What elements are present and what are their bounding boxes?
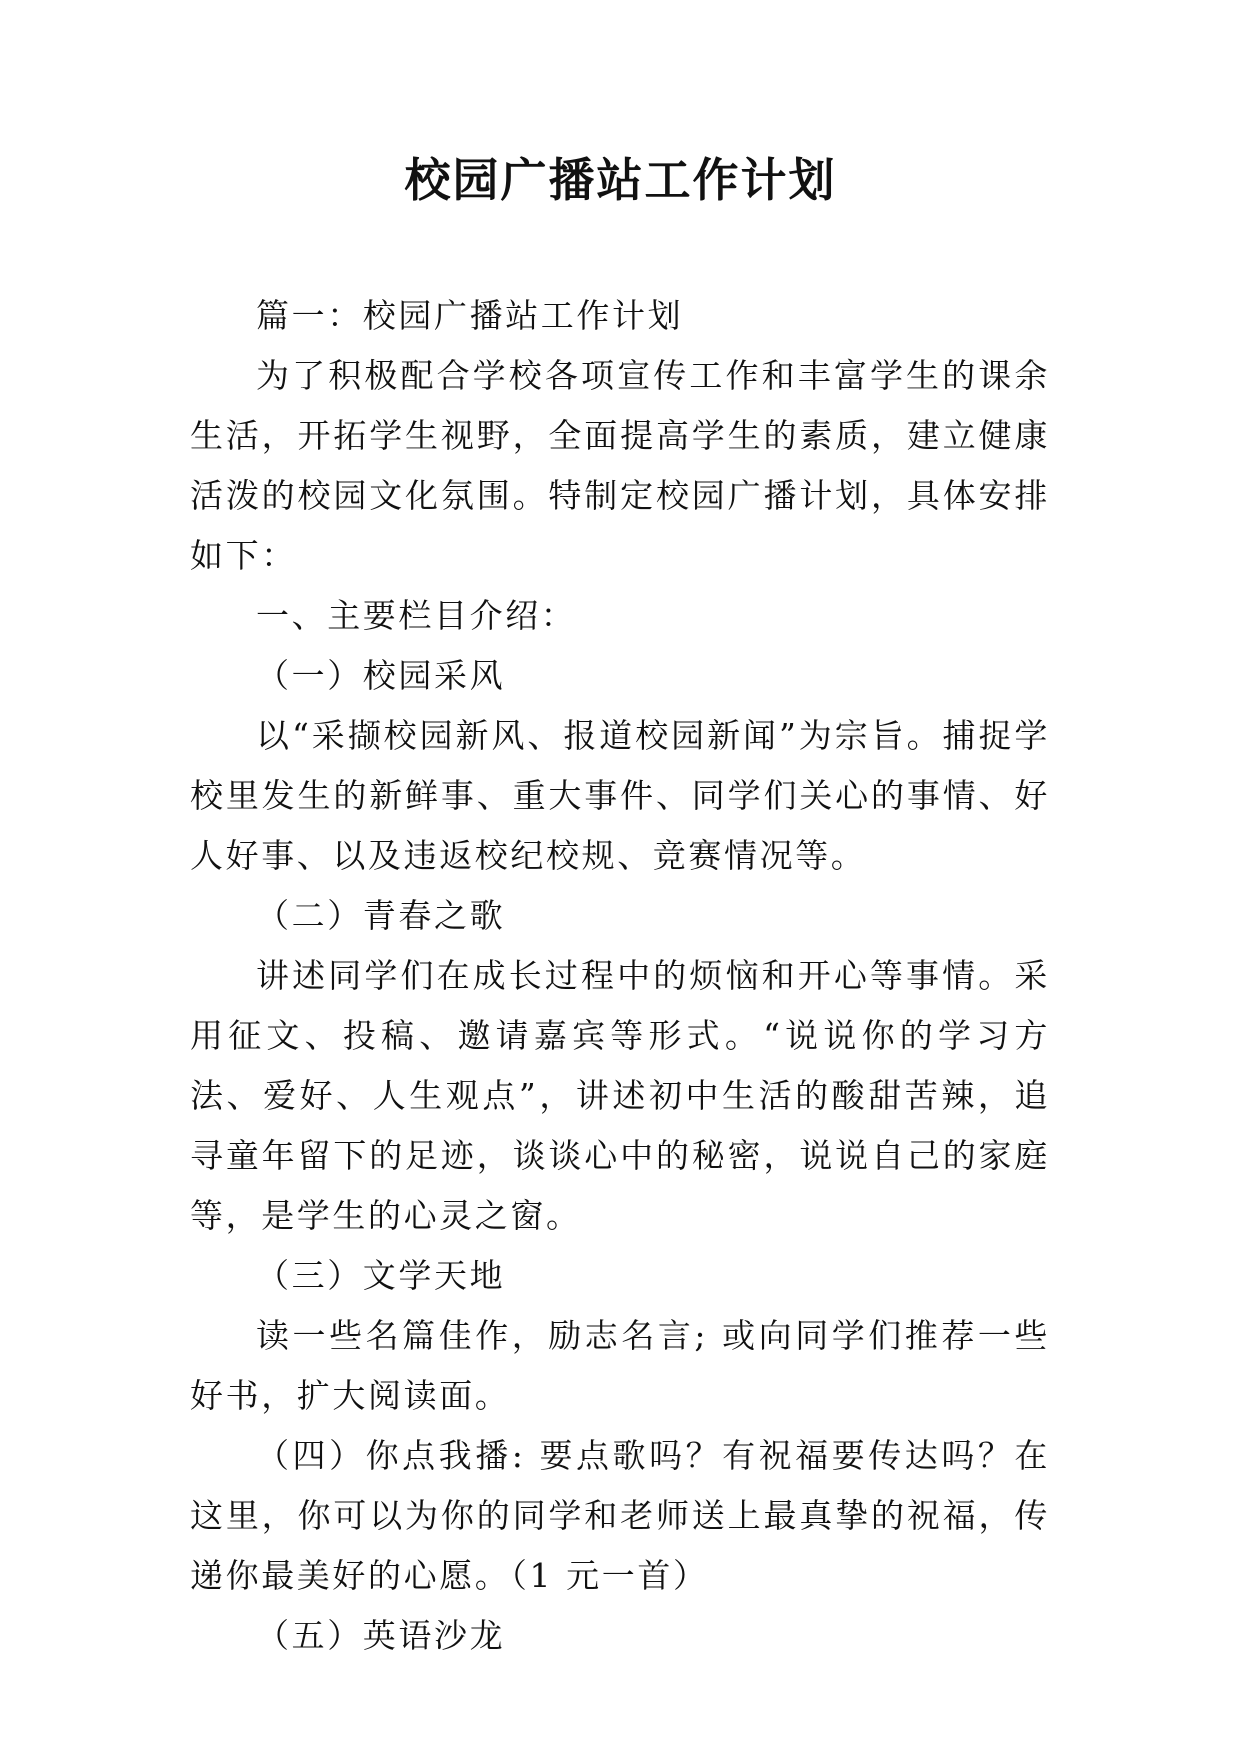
paragraph-column-5-heading: （五）英语沙龙: [256, 1616, 506, 1655]
paragraph-column-4-text: （四）你点我播: 要点歌吗？有祝福要传达吗？在这里，你可以为你的同学和老师送上最真挚的祝福，传递你最美好的心愿。（1 元一首）: [190, 1436, 1050, 1595]
paragraph-column-2-heading: （二）青春之歌: [256, 896, 506, 935]
paragraph-column-1-text: 以“采撷校园新风、报道校园新闻”为宗旨。捕捉学校里发生的新鲜事、重大事件、同学们关心的事情、好人好事、以及违返校纪校规、竞赛情况等。: [190, 716, 1050, 875]
paragraph-section-heading: 篇一：校园广播站工作计划: [256, 296, 684, 335]
paragraph-intro: 为了积极配合学校各项宣传工作和丰富学生的课余生活，开拓学生视野，全面提高学生的素质，建立健康活泼的校园文化氛围。特制定校园广播计划，具体安排如下：: [190, 356, 1050, 575]
document-body: [190, 286, 1050, 1666]
document-title: 校园广播站工作计划: [404, 153, 837, 207]
paragraph-part-one-heading: 一、主要栏目介绍：: [256, 596, 577, 635]
paragraph-column-3-heading: （三）文学天地: [256, 1256, 506, 1295]
paragraph-column-1-heading: （一）校园采风: [256, 656, 506, 695]
paragraph-column-2-text: 讲述同学们在成长过程中的烦恼和开心等事情。采用征文、投稿、邀请嘉宾等形式。“说说你的学习方法、爱好、人生观点”，讲述初中生活的酸甜苦辣，追寻童年留下的足迹，谈谈心中的秘密，说说自己的家庭等，是学生的心灵之窗。: [190, 956, 1050, 1235]
paragraph-column-3-text: 读一些名篇佳作，励志名言; 或向同学们推荐一些好书，扩大阅读面。: [190, 1316, 1050, 1415]
